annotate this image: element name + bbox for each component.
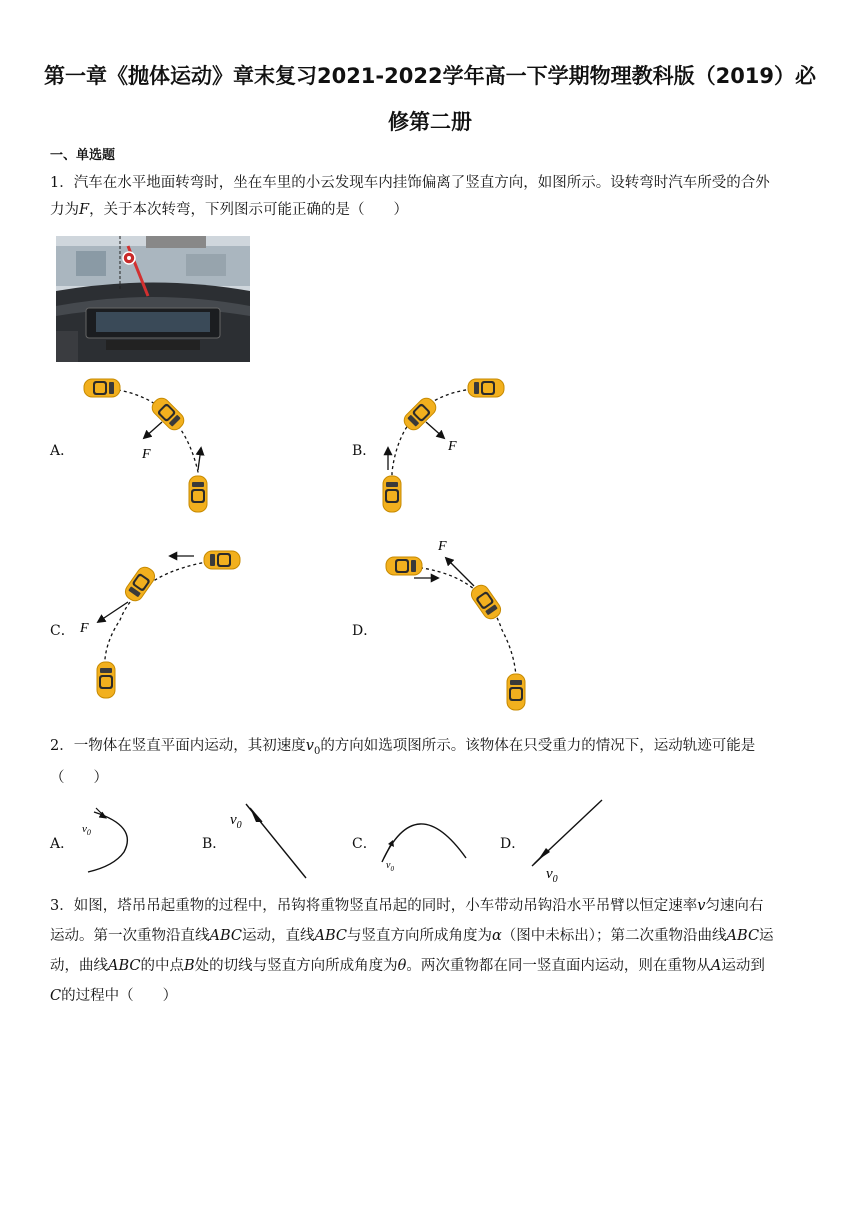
- q3-text: [50, 891, 820, 1011]
- q1-d-force-label: F: [438, 539, 447, 554]
- car-interior-photo: [56, 236, 250, 362]
- q1-option-c-diagram: [70, 540, 260, 720]
- doc-title-line1: 第一章《抛体运动》章末复习2021-2022学年高一下学期物理教科版（2019）必: [43, 64, 817, 88]
- q1-line2: 力为F，关于本次转弯，下列图示可能正确的是（ ）: [50, 202, 409, 218]
- q2-option-c-label: C．: [352, 836, 377, 852]
- svg-text:v0: $v_0$: [82, 823, 91, 837]
- q1-text: [50, 170, 820, 224]
- doc-title-line2: 修第二册: [388, 110, 472, 134]
- section-heading: 一、单选题: [50, 148, 116, 163]
- q1-option-c-label: C．: [50, 623, 75, 639]
- q1-option-a-diagram: [70, 372, 220, 522]
- q1-c-force-label: F: [80, 621, 89, 636]
- q2-option-c-diagram: [374, 806, 474, 876]
- q2-option-d-diagram: [524, 796, 614, 884]
- q2-option-b-label: B．: [202, 836, 227, 852]
- q2-line2: （ ）: [50, 769, 108, 786]
- q2-b-v-label: v: [230, 812, 237, 828]
- q1-line1: 1．汽车在水平地面转弯时，坐在车里的小云发现车内挂饰偏离了竖直方向，如图所示。设转弯时汽车所受的合外: [50, 175, 770, 191]
- q2-option-d-label: D．: [500, 836, 526, 852]
- q2-d-v-label: v: [546, 866, 553, 882]
- q1-a-force-label: F: [142, 447, 151, 462]
- q2-option-a-diagram: [76, 804, 146, 878]
- q1-option-d-diagram: [372, 530, 562, 720]
- q3-line1: 3．如图，塔吊吊起重物的过程中，吊钩将重物竖直吊起的同时，小车带动吊钩沿水平吊臂以恒定速率v匀速向右: [50, 898, 764, 914]
- q1-b-force-label: F: [448, 439, 457, 454]
- q1-option-d-label: D．: [352, 623, 378, 639]
- q1-option-b-diagram: [372, 372, 522, 522]
- svg-text:v0: $v_0$: [546, 866, 558, 884]
- q2-a-v-label: v: [82, 823, 87, 835]
- svg-text:v0: $v_0$: [230, 812, 242, 831]
- q3-line3: 动，曲线ABC的中点B处的切线与竖直方向所成角度为θ。两次重物都在同一竖直面内运动，则在重物从A运动到: [50, 958, 765, 974]
- q1-option-b-label: B．: [352, 443, 377, 459]
- q2-c-v-label: v: [386, 860, 391, 871]
- q2-line1: 2．一物体在竖直平面内运动，其初速度$v_0$的方向如选项图所示。该物体在只受重力的情况下，运动轨迹可能是: [50, 738, 756, 757]
- svg-text:v0: $v_0$: [386, 860, 394, 873]
- q3-line2: 运动。第一次重物沿直线ABC运动，直线ABC与竖直方向所成角度为α（图中未标出）；第二次重物沿曲线ABC运: [50, 928, 774, 944]
- q1-option-a-label: A．: [50, 443, 75, 459]
- q2-option-b-diagram: [226, 800, 316, 884]
- q2-text: [50, 733, 820, 792]
- q2-option-a-label: A．: [50, 836, 75, 852]
- q3-line4: C的过程中（ ）: [50, 988, 178, 1004]
